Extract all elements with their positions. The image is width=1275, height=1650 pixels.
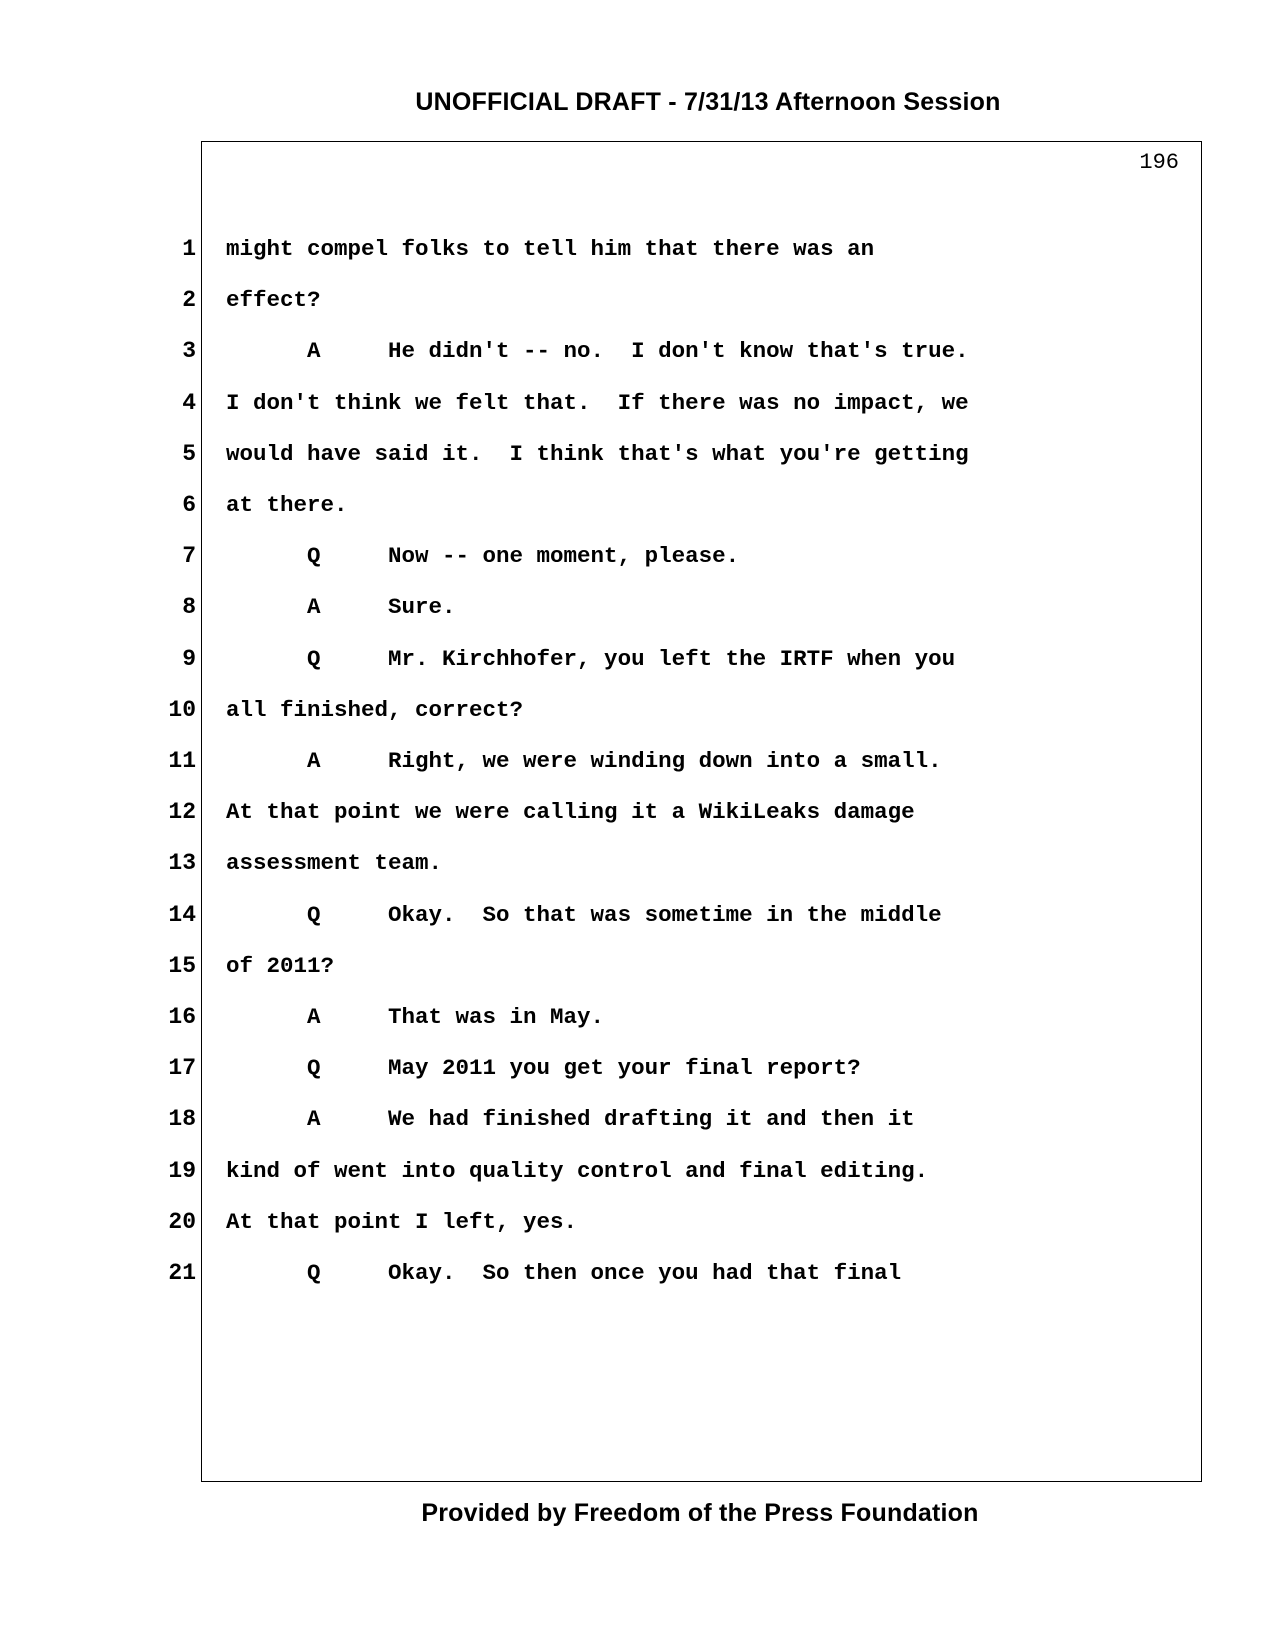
- transcript-line: Q Okay. So then once you had that final: [226, 1260, 902, 1286]
- line-number: 7: [182, 543, 196, 569]
- line-number: 12: [168, 799, 196, 825]
- transcript-line: Q Now -- one moment, please.: [226, 543, 740, 569]
- transcript-line: At that point I left, yes.: [226, 1209, 578, 1235]
- transcript-line: At that point we were calling it a WikiLeaks damage: [226, 799, 915, 825]
- line-number: 5: [182, 441, 196, 467]
- transcript-line: might compel folks to tell him that there was an: [226, 236, 875, 262]
- transcript-line: assessment team.: [226, 850, 443, 876]
- transcript-line: effect?: [226, 287, 321, 313]
- document-footer: Provided by Freedom of the Press Foundation: [421, 1499, 979, 1527]
- line-number: 2: [182, 287, 196, 313]
- transcript-line: at there.: [226, 492, 348, 518]
- line-number: 20: [168, 1209, 196, 1235]
- line-number: 18: [168, 1106, 196, 1132]
- line-number: 21: [168, 1260, 196, 1286]
- line-number: 11: [168, 748, 196, 774]
- line-number: 14: [168, 902, 196, 928]
- document-header: UNOFFICIAL DRAFT - 7/31/13 Afternoon Session: [415, 88, 1001, 116]
- transcript-line: Q Mr. Kirchhofer, you left the IRTF when you: [226, 646, 956, 672]
- transcript-line: of 2011?: [226, 953, 335, 979]
- line-number: 16: [168, 1004, 196, 1030]
- line-number: 6: [182, 492, 196, 518]
- transcript-line: A We had finished drafting it and then it: [226, 1106, 915, 1132]
- transcript-line: all finished, correct?: [226, 697, 524, 723]
- transcript-line: kind of went into quality control and final editing.: [226, 1158, 929, 1184]
- line-number: 8: [182, 594, 196, 620]
- transcript-line: Q May 2011 you get your final report?: [226, 1055, 861, 1081]
- line-number: 1: [182, 236, 196, 262]
- line-number: 17: [168, 1055, 196, 1081]
- line-number: 19: [168, 1158, 196, 1184]
- line-number: 3: [182, 338, 196, 364]
- transcript-line: I don't think we felt that. If there was no impact, we: [226, 390, 969, 416]
- line-number: 10: [168, 697, 196, 723]
- line-number: 4: [182, 390, 196, 416]
- transcript-line: A He didn't -- no. I don't know that's true.: [226, 338, 969, 364]
- page-number: 196: [1139, 150, 1179, 175]
- line-number: 13: [168, 850, 196, 876]
- transcript-line: A That was in May.: [226, 1004, 605, 1030]
- line-number: 15: [168, 953, 196, 979]
- transcript-line: would have said it. I think that's what you're getting: [226, 441, 969, 467]
- transcript-line: A Right, we were winding down into a small.: [226, 748, 942, 774]
- transcript-line: A Sure.: [226, 594, 456, 620]
- line-number: 9: [182, 646, 196, 672]
- transcript-line: Q Okay. So that was sometime in the middle: [226, 902, 942, 928]
